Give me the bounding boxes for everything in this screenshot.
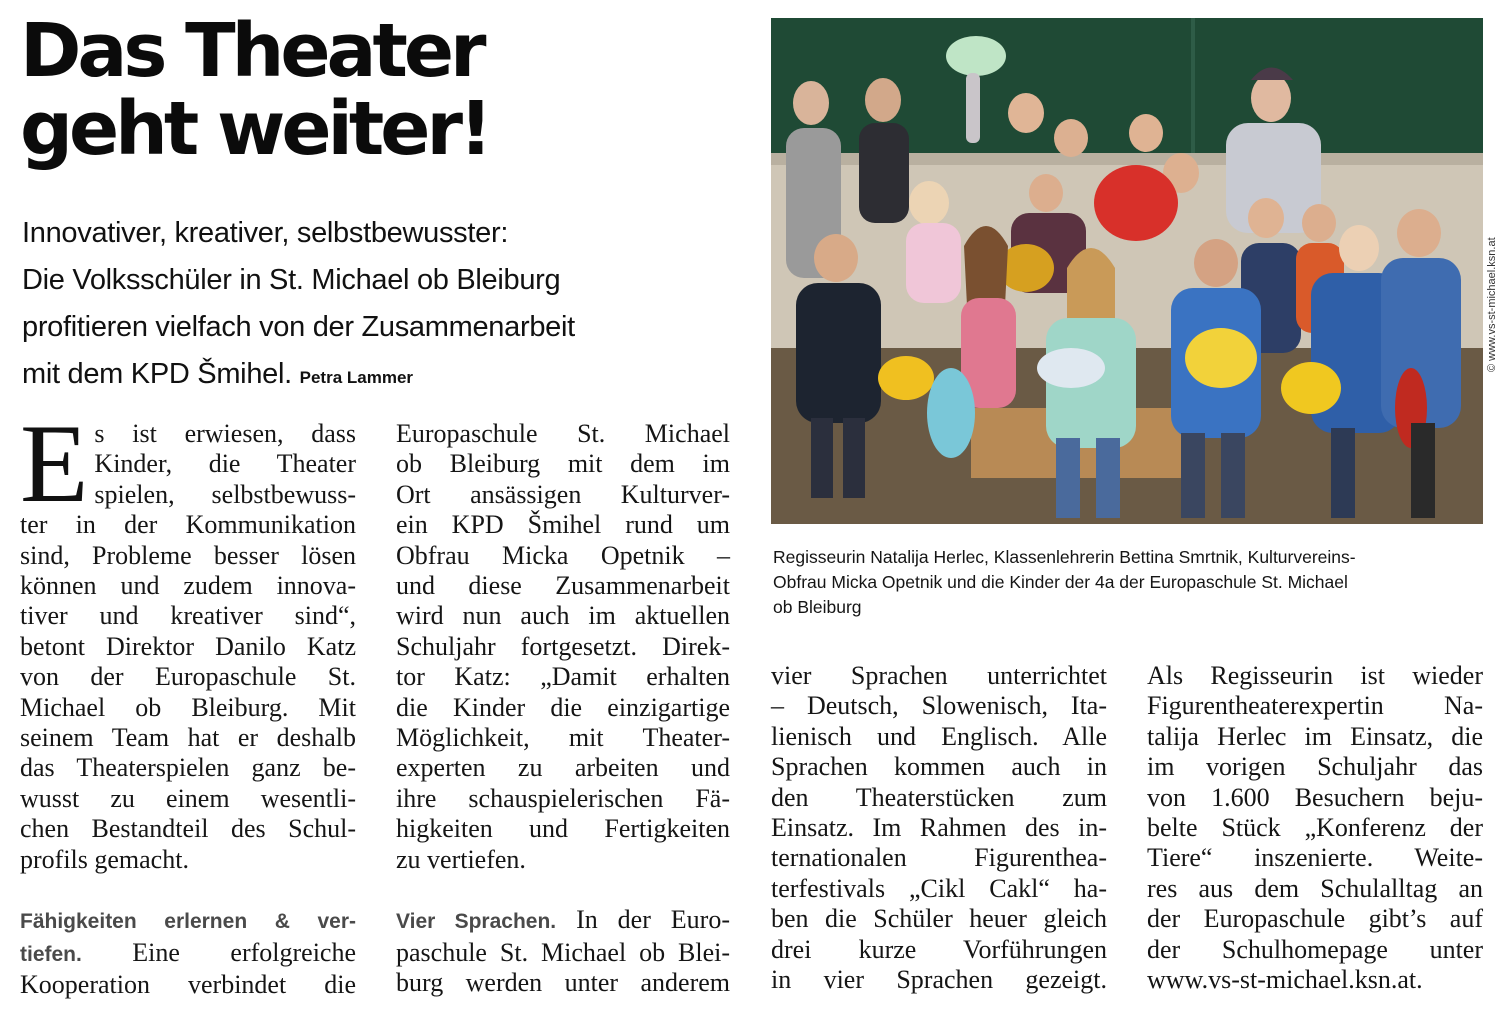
body-line: paschule St. Michael ob Blei- <box>396 937 730 967</box>
body-line: profils gemacht. <box>20 844 189 874</box>
body-line: Kinder, die Theater <box>94 449 356 479</box>
body-line: ternationalen Figurenthea- <box>771 843 1107 873</box>
body-line: Einsatz. Im Rahmen des in- <box>771 813 1107 843</box>
body-line: burg werden unter anderem <box>396 968 730 998</box>
body-line: experten zu arbeiten und <box>396 753 730 783</box>
body-line: s ist erwiesen, dass <box>94 419 356 448</box>
body-line: tor Katz: „Damit erhalten <box>396 662 730 692</box>
body-line: res aus dem Schulalltag an <box>1147 873 1483 903</box>
body-line: das Theaterspielen ganz be- <box>20 753 356 783</box>
caption-line: ob Bleiburg <box>773 597 862 617</box>
body-line: betont Direktor Danilo Katz <box>20 631 356 661</box>
body-line: terfestivals „Cikl Cakl“ ha- <box>771 873 1107 903</box>
body-line: www.vs-st-michael.ksn.at. <box>1147 965 1423 995</box>
caption-line: Obfrau Micka Opetnik und die Kinder der 4a der Europaschule St. Michael <box>773 572 1348 592</box>
body-line: Figurentheaterexpertin Na- <box>1147 691 1483 721</box>
body-line: im vorigen Schuljahr das <box>1147 752 1483 782</box>
body-line: Obfrau Micka Opetnik – <box>396 540 730 570</box>
photo-caption <box>773 545 1473 620</box>
lead-line <box>22 351 742 401</box>
subhead-vier-sprachen: Vier Sprachen. <box>396 910 557 934</box>
body-line: Michael ob Bleiburg. Mit <box>20 692 356 722</box>
body-line: sind, Probleme besser lösen <box>20 540 356 570</box>
body-line: ob Bleiburg mit dem im <box>396 449 730 479</box>
body-line <box>396 905 730 937</box>
body-column-1 <box>20 402 356 1001</box>
lead-line: profitieren vielfach von der Zusammenarbeit <box>22 311 575 343</box>
caption-line: Regisseurin Natalija Herlec, Klassenlehrerin Bettina Smrtnik, Kulturvereins- <box>773 547 1356 567</box>
photo-credit: © www.vs-st-michael.ksn.at <box>1486 237 1498 372</box>
body-line: zu vertiefen. <box>396 844 526 874</box>
lead-line: Die Volksschüler in St. Michael ob Bleiburg <box>22 264 561 296</box>
body-line: von 1.600 Besuchern beju- <box>1147 782 1483 812</box>
body-column-2 <box>396 419 730 999</box>
body-line: Europaschule St. Michael <box>396 419 730 448</box>
body-line: ben die Schüler heuer gleich <box>771 904 1107 934</box>
lead-line-text: mit dem KPD Šmihel. <box>22 358 292 390</box>
body-line <box>20 905 356 937</box>
lead-line: Innovativer, kreativer, selbstbewusster: <box>22 217 509 249</box>
body-line: in vier Sprachen gezeigt. <box>771 965 1107 995</box>
body-line: spielen, selbstbewuss- <box>94 479 356 509</box>
body-line: Möglichkeit, mit Theater- <box>396 723 730 753</box>
body-column-3-lines <box>771 661 1107 995</box>
body-line: seinem Team hat er deshalb <box>20 723 356 753</box>
body-line: ihre schauspielerischen Fä- <box>396 783 730 813</box>
body-line: vier Sprachen unterrichtet <box>771 661 1107 690</box>
group-photo-illustration <box>771 18 1483 524</box>
body-line: von der Europaschule St. <box>20 662 356 692</box>
subhead-faehigkeiten-cont: tiefen. <box>20 942 82 966</box>
lead-paragraph <box>22 210 742 401</box>
body-line: belte Stück „Konferenz der <box>1147 813 1483 843</box>
body-column-4-lines <box>1147 661 1483 995</box>
body-line: den Theaterstücken zum <box>771 782 1107 812</box>
drop-cap: E <box>20 402 89 526</box>
body-column-2-lines <box>396 419 730 875</box>
body-line: wusst zu einem wesentli- <box>20 783 356 813</box>
body-line: der Europaschule gibt’s auf <box>1147 904 1483 934</box>
body-text: In der Euro- <box>556 905 730 935</box>
body-line: und diese Zusammenarbeit <box>396 571 730 601</box>
body-line: können und zudem innova- <box>20 571 356 601</box>
body-line: higkeiten und Fertigkeiten <box>396 814 730 844</box>
body-line: ein KPD Šmihel rund um <box>396 510 730 540</box>
subhead-faehigkeiten: Fähigkeiten erlernen & ver- <box>20 910 356 934</box>
headline <box>20 8 489 172</box>
group-photo <box>771 18 1483 524</box>
body-line: chen Bestandteil des Schul- <box>20 814 356 844</box>
body-text: Eine erfolgreiche <box>81 937 356 967</box>
body-line: tiver und kreativer sind“, <box>20 601 356 631</box>
body-line: Als Regisseurin ist wieder <box>1147 661 1483 690</box>
body-line: lienisch und Englisch. Alle <box>771 721 1107 751</box>
body-line: drei kurze Vorführungen <box>771 934 1107 964</box>
body-line: Ort ansässigen Kulturver- <box>396 479 730 509</box>
body-line: ter in der Kommunikation <box>20 510 356 540</box>
body-line: der Schulhomepage unter <box>1147 934 1483 964</box>
body-line: talija Herlec im Einsatz, die <box>1147 721 1483 751</box>
body-line: wird nun auch im aktuellen <box>396 601 730 631</box>
body-line: Kooperation verbindet die <box>20 970 356 1000</box>
author-byline: Petra Lammer <box>299 368 414 387</box>
body-column-1-lines <box>20 510 356 875</box>
headline-line: geht weiter! <box>20 86 489 172</box>
body-line: Schuljahr fortgesetzt. Direk- <box>396 631 730 661</box>
body-column-4 <box>1147 661 1483 995</box>
headline-line: Das Theater <box>20 8 483 94</box>
body-line: Sprachen kommen auch in <box>771 752 1107 782</box>
body-line: die Kinder die einzigartige <box>396 692 730 722</box>
body-line: – Deutsch, Slowenisch, Ita- <box>771 691 1107 721</box>
body-column-3 <box>771 661 1107 995</box>
body-line: Tiere“ inszenierte. Weite- <box>1147 843 1483 873</box>
body-line <box>20 938 356 970</box>
